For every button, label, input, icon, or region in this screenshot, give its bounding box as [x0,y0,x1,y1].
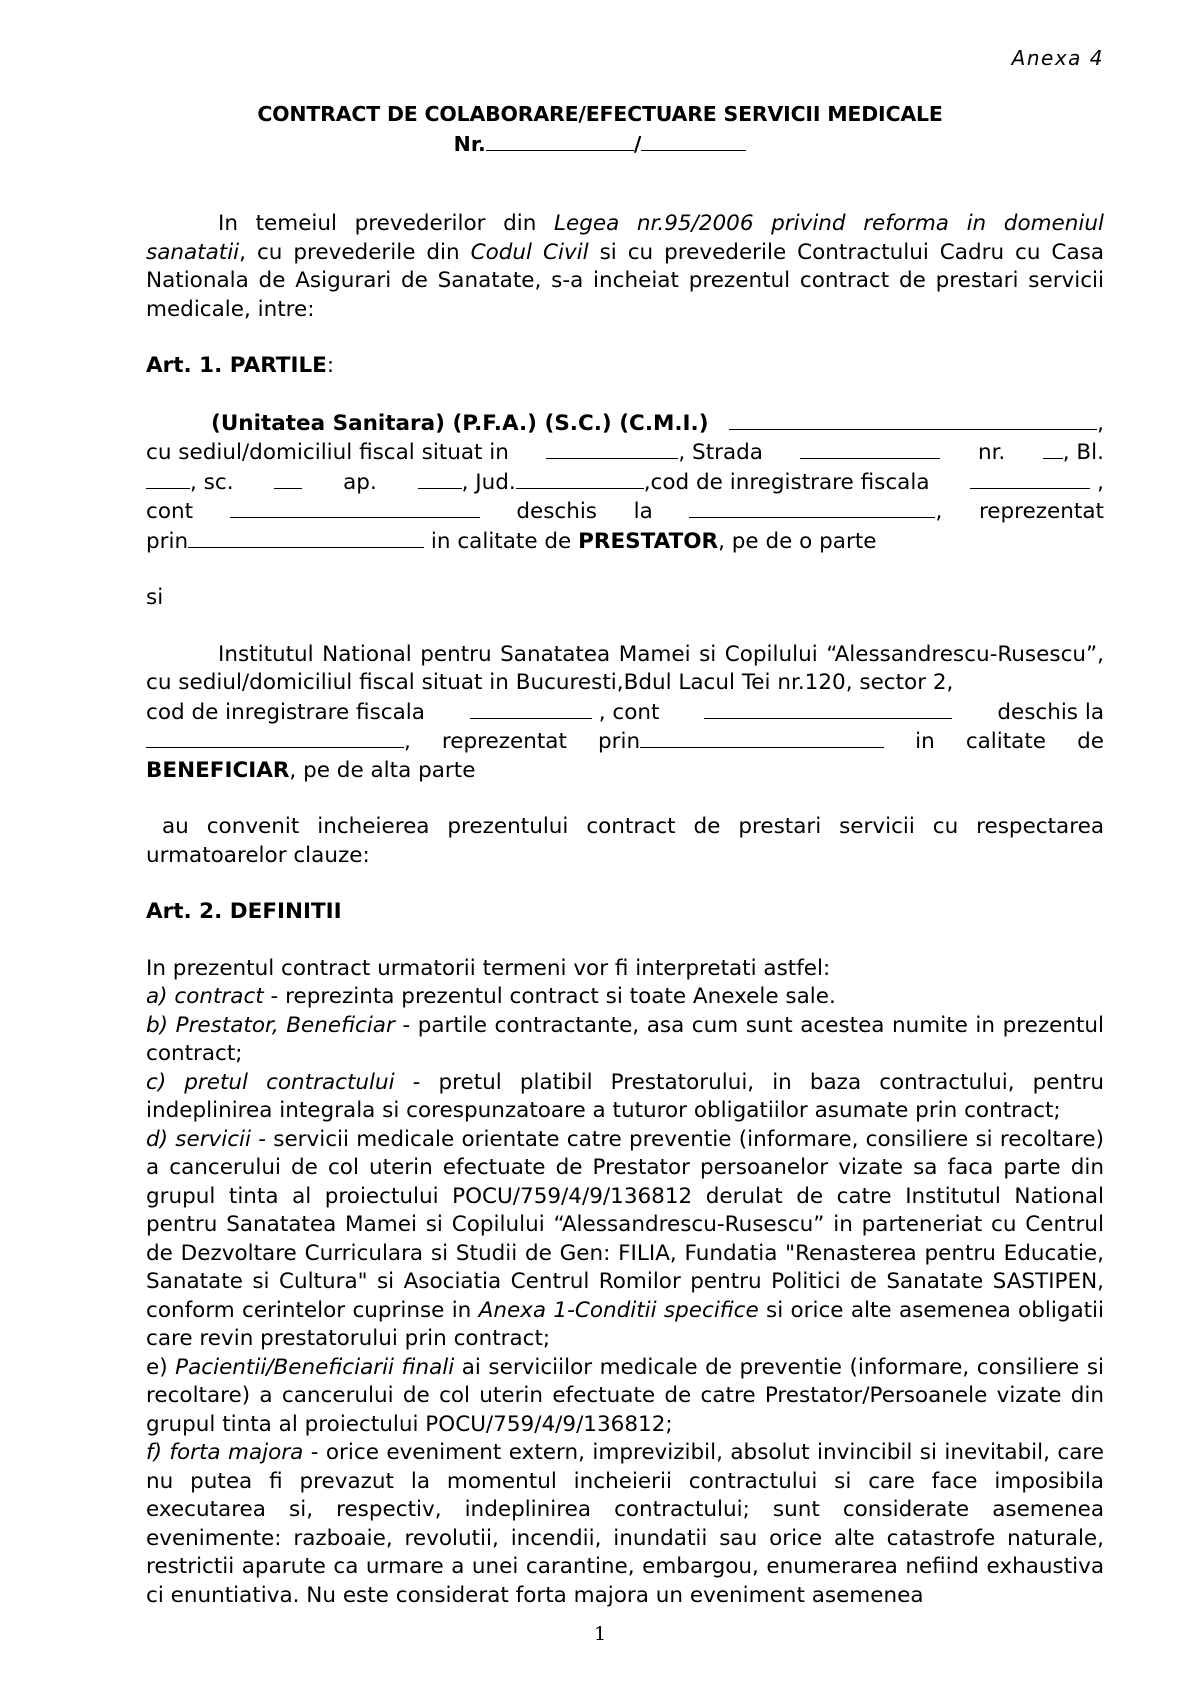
beneficiary-line-3 [146,698,1104,728]
beneficiary-role: BENEFICIAR [146,757,290,783]
provider-text: , [935,499,943,524]
art2-heading: Art. 2. DEFINITII [146,899,342,924]
blank-field [800,438,940,459]
definition-prefix: e) [146,1354,176,1380]
definition-term: a) contract [146,984,264,1009]
blank-field [689,497,935,518]
provider-line-4 [146,497,1104,527]
beneficiary-paragraph: Institutul National pentru Sanatatea Mamei si Copilului “Alessandrescu-Rusescu”, cu sediul/domiciliul fiscal situat in Bucuresti,Bdul Lacul Tei nr.120, sector 2, [146,641,1104,695]
intro-text: si cu prevederile Contractului Cadru cu Casa Nationala de Asigurari de Sanatate, s-a incheiat prezentul contract de prestari servicii medicale, intre: [146,239,1104,322]
beneficiary-text: de [1077,729,1104,754]
definition-text: - orice eveniment extern, imprevizibil, absolut invincibil si inevitabil, care nu putea fi prevazut la momentul incheierii contractului si care face imposibila executarea si, respectiv, indeplinirea contractului; sunt considerate asemenea evenimente: razboaie, revolutii, incendii, inundatii sau orice alte catastrofe naturale, restrictii aparute ca urmare a unei carantine, embargou, enumerarea nefiind exhaustiva ci enuntiativa. Nu este considerat forta majora un eveniment asemenea [146,1440,1104,1608]
law-reference: Legea nr.95/2006 privind reforma in domeniul sanatatii [146,211,1104,265]
blank-field [704,698,952,719]
provider-text: , [1097,469,1104,495]
provider-line-2 [146,438,1104,468]
definition-text: ai serviciilor medicale de preventie (informare, consiliere si recoltare) a cancerului de col uterin efectuate de catre Prestator/Persoanele vizate din grupul tinta al proiectului POCU/759/4/9/136812; [146,1354,1104,1437]
intro-paragraph [146,210,1104,324]
art1-heading-text: Art. 1. PARTILE [146,353,327,378]
conjunction-si: si [146,585,164,610]
definition-text: - servicii medicale orientate catre preventie (informare, consiliere si recoltare) a cancerului de col uterin efectuate de Prestator persoanelor vizate sa faca parte din grupul tinta al proiectului POCU/759/4/9/136812 derulat de catre Institutul National pentru Sanatatea Mamei si Copilului “Alessandrescu-Rusescu” in parteneriat cu Centrul de Dezvoltare Curriculara si Studii de Gen: FILIA, Fundatia "Renasterea pentru Educatie, Sanatate si Cultura" si Asociatia Centrul Romilor pentru Politici de Sanatate SASTIPEN, conform cerintelor cuprinse in [146,1126,1104,1323]
page-number: 1 [593,1623,607,1645]
art1-heading-colon: : [326,353,335,378]
provider-text: , sc. [190,469,234,495]
blank-field [274,468,302,489]
provider-text: , Strada [678,440,763,465]
beneficiary-line-4 [146,727,1104,757]
provider-text: ,cod de inregistrare fiscala [643,469,930,495]
provider-text: , pe de o parte [718,528,877,554]
blank-field [546,438,678,459]
blank-field [970,468,1090,489]
beneficiary-text: deschis la [997,699,1104,725]
blank-field [641,130,746,151]
provider-text: la [633,499,653,524]
blank-field [1043,438,1063,459]
intro-text: In temeiul prevederilor din [218,211,554,236]
definition-term: c) pretul contractului [146,1069,395,1095]
definition-a [146,983,1104,1012]
blank-field [188,527,424,548]
blank-field [146,727,404,748]
contract-number [0,130,1200,159]
code-reference: Codul Civil [470,239,589,265]
beneficiary-text: , cont [598,699,660,725]
definition-e [146,1354,1104,1440]
provider-line-1: (Unitatea Sanitara) (P.F.A.) (S.C.) (C.M.I.) , [146,409,1104,439]
definition-text: - partile contractante, asa cum sunt acestea numite in prezentul contract; [146,1012,1104,1066]
definition-c [146,1069,1104,1126]
provider-line-3 [146,468,1104,498]
intro-text: , cu prevederile din [239,239,471,265]
provider-text: in calitate de [424,528,579,554]
provider-text: cont [146,499,194,524]
provider-text: nr. [977,440,1006,465]
beneficiary-text: cod de inregistrare fiscala [146,699,425,725]
blank-field [640,727,884,748]
definition-term: d) servicii [146,1126,252,1152]
definitions-intro: In prezentul contract urmatorii termeni vor fi interpretati astfel: [146,955,831,981]
provider-text: , Bl. [1062,440,1104,465]
definition-text: - pretul platibil Prestatorului, in baza contractului, pentru indeplinirea integrala si corespunzatoare a tuturor obligatiilor asumate prin contract; [146,1069,1104,1123]
contract-number-separator: / [633,132,642,156]
provider-role: PRESTATOR [578,528,719,554]
contract-title: CONTRACT DE COLABORARE/EFECTUARE SERVICII MEDICALE [257,102,943,126]
beneficiary-line-5 [146,757,1104,786]
blank-field [729,409,1097,430]
provider-text: , Jud. [461,469,516,495]
beneficiary-text: in [915,729,935,754]
provider-label: (Unitatea Sanitara) (P.F.A.) (S.C.) (C.M.I.) [211,410,709,436]
blank-field [486,130,634,151]
annex-label: Anexa 4 [1011,46,1104,70]
provider-line-5 [146,527,1104,557]
beneficiary-text: calitate [965,729,1047,754]
provider-text: reprezentat [978,499,1104,524]
annex-reference: Anexa 1-Conditii specifice [478,1297,759,1323]
provider-text: deschis [516,499,598,524]
definition-f [146,1439,1104,1610]
provider-text: ap. [343,469,377,495]
definition-text: si orice alte asemenea obligatii care revin prestatorului prin contract; [146,1297,1104,1351]
contract-number-label: Nr. [453,132,486,156]
definition-b [146,1012,1104,1069]
definition-text: - reprezinta prezentul contract si toate Anexele sale. [263,984,836,1009]
agreement-paragraph: au convenit incheierea prezentului contract de prestari servicii cu respectarea urmatoarelor clauze: [146,814,1104,868]
art1-heading [146,352,1104,381]
contract-body [146,210,1104,1610]
beneficiary-text: , [404,729,411,754]
blank-field [146,468,190,489]
definition-d [146,1126,1104,1354]
definition-term: b) Prestator, Beneficiar [146,1012,395,1038]
blank-field [230,497,480,518]
definition-term: f) forta majora [146,1440,304,1465]
beneficiary-text: , pe de alta parte [289,757,476,783]
blank-field [418,468,462,489]
blank-field [470,698,592,719]
beneficiary-text: reprezentat [441,729,567,754]
definition-term: Pacientii/Beneficiarii finali [175,1354,455,1380]
provider-text: cu sediul/domiciliul fiscal situat in [146,440,509,465]
beneficiary-text: prin [597,729,641,754]
blank-field [516,468,644,489]
provider-text: prin [146,528,189,554]
